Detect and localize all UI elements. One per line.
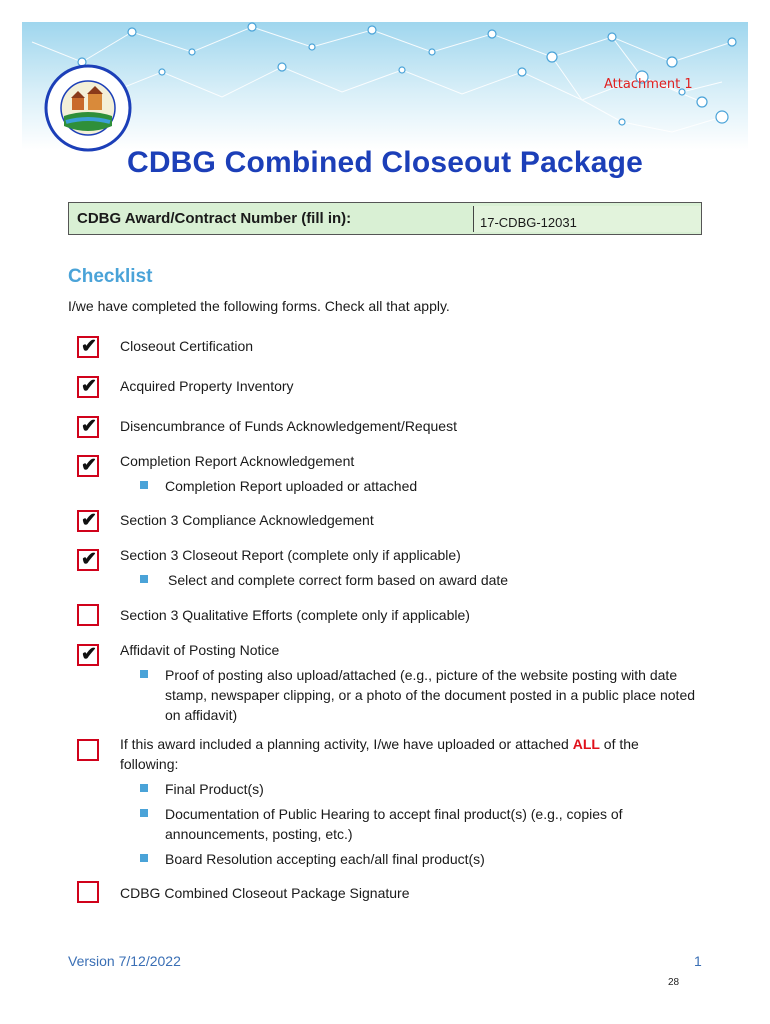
checkbox-affidavit-of-posting[interactable] — [77, 644, 99, 666]
item-label-acquired-property-inventory: Acquired Property Inventory — [120, 378, 294, 394]
sub-item-public-hearing-docs: Documentation of Public Hearing to accept final product(s) (e.g., copies of announcements, posting, etc.) — [165, 806, 623, 842]
planning-label-emphasis: ALL — [572, 736, 600, 752]
planning-label-pre: If this award included a planning activity, I/we have uploaded or attached — [120, 736, 573, 752]
sub-item-proof-of-posting: Proof of posting also upload/attached (e.g., picture of the website posting with date stamp, newspaper clipping, or a photo of the document posted in a public place noted on affidavit) — [165, 667, 696, 723]
checklist-intro: I/we have completed the following forms. Check all that apply. — [68, 298, 450, 314]
bullet-icon — [140, 809, 148, 817]
checklist-heading: Checklist — [68, 266, 153, 287]
checkmark-icon: ✔ — [81, 510, 97, 531]
checkbox-planning-activity[interactable] — [77, 739, 99, 761]
item-label-planning-activity — [120, 734, 700, 774]
checkmark-icon: ✔ — [81, 376, 97, 397]
page-title: CDBG Combined Closeout Package — [126, 146, 644, 179]
bullet-icon — [140, 854, 148, 862]
bullet-icon — [140, 575, 148, 583]
bullet-icon — [140, 784, 148, 792]
item-label-closeout-certification: Closeout Certification — [120, 338, 254, 354]
bullet-icon — [140, 670, 148, 678]
item-label-section3-qualitative-efforts: Section 3 Qualitative Efforts (complete only if applicable) — [120, 607, 470, 623]
award-number-label: CDBG Award/Contract Number (fill in): — [77, 210, 352, 227]
sub-item-board-resolution: Board Resolution accepting each/all final product(s) — [165, 851, 485, 867]
page-number-secondary: 28 — [668, 977, 680, 988]
item-label-section3-closeout-report: Section 3 Closeout Report (complete only if applicable) — [120, 547, 461, 563]
checkmark-icon: ✔ — [81, 549, 97, 570]
checkmark-icon: ✔ — [81, 644, 97, 665]
item-label-section3-compliance: Section 3 Compliance Acknowledgement — [120, 512, 374, 528]
page-number: 1 — [694, 953, 702, 969]
checkbox-disencumbrance[interactable] — [77, 416, 99, 438]
version-footer: Version 7/12/2022 — [68, 953, 181, 969]
item-label-affidavit-of-posting: Affidavit of Posting Notice — [120, 642, 280, 658]
bullet-icon — [140, 481, 148, 489]
checkbox-section3-qualitative-efforts[interactable] — [77, 604, 99, 626]
checkbox-completion-report[interactable] — [77, 455, 99, 477]
item-label-package-signature: CDBG Combined Closeout Package Signature — [120, 885, 410, 901]
checkmark-icon: ✔ — [81, 455, 97, 476]
checkmark-icon: ✔ — [81, 336, 97, 357]
sub-item-completion-report-uploaded: Completion Report uploaded or attached — [165, 478, 418, 494]
checkmark-icon: ✔ — [81, 416, 97, 437]
award-number-field[interactable]: 17-CDBG-12031 — [473, 206, 701, 232]
attachment-label: Attachment 1 — [604, 77, 693, 92]
checkbox-acquired-property-inventory[interactable] — [77, 376, 99, 398]
hcd-seal-logo — [44, 64, 132, 152]
checkbox-closeout-certification[interactable] — [77, 336, 99, 358]
planning-label-post: of the following: — [120, 736, 639, 772]
item-label-disencumbrance: Disencumbrance of Funds Acknowledgement/Request — [120, 418, 457, 434]
checkbox-section3-compliance[interactable] — [77, 510, 99, 532]
item-label-completion-report: Completion Report Acknowledgement — [120, 453, 355, 469]
award-number-box — [68, 202, 702, 235]
checkbox-package-signature[interactable] — [77, 881, 99, 903]
sub-item-select-correct-form: Select and complete correct form based on award date — [168, 572, 509, 588]
checkbox-section3-closeout-report[interactable] — [77, 549, 99, 571]
sub-item-final-products: Final Product(s) — [165, 781, 264, 797]
